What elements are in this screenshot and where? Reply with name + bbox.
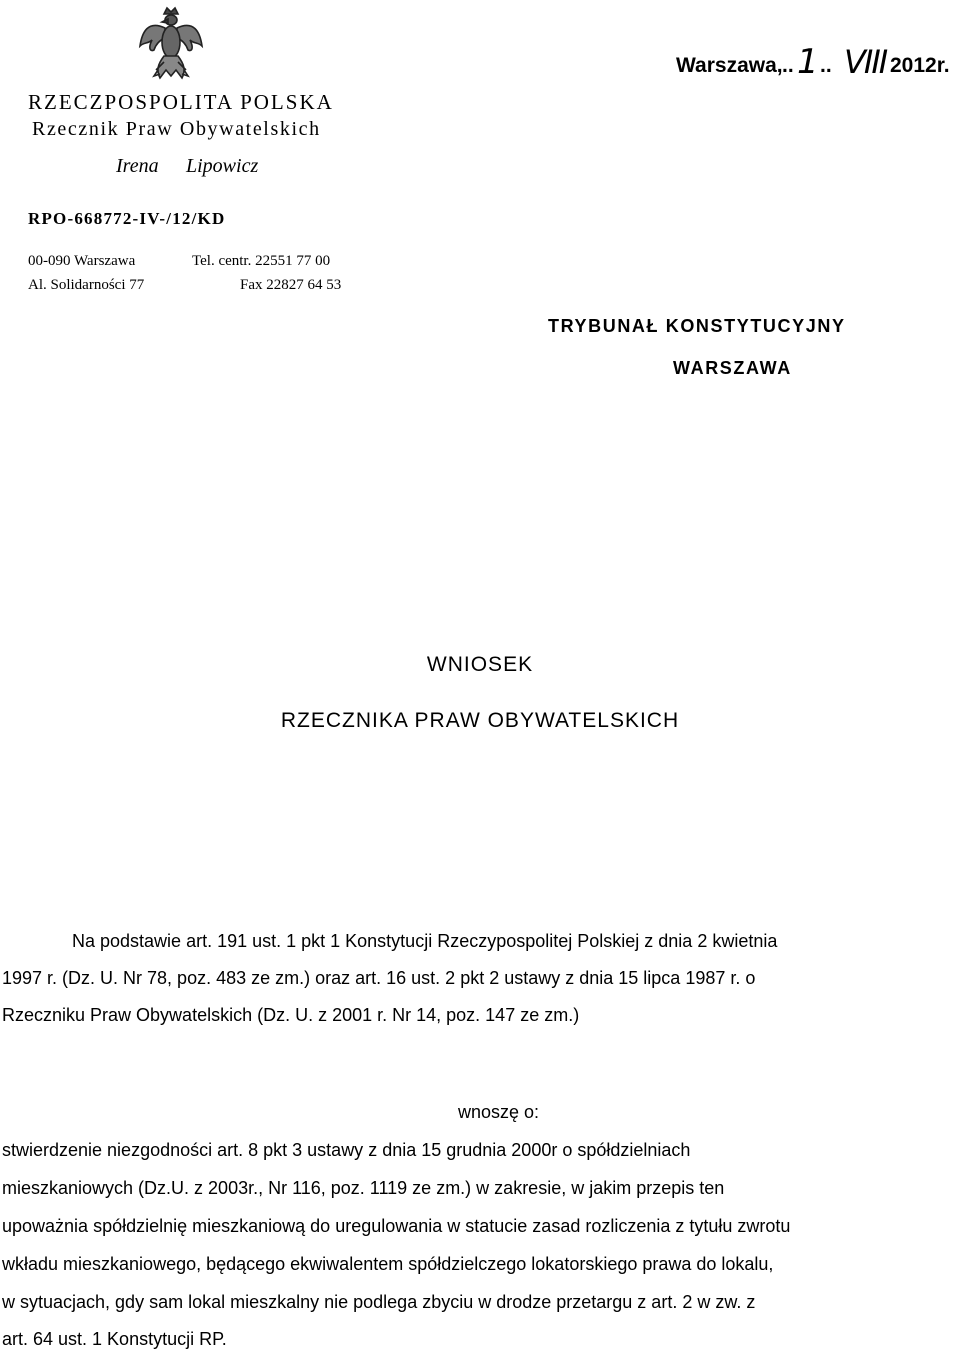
paragraph-line: Na podstawie art. 191 ust. 1 pkt 1 Konstytucji Rzeczypospolitej Polskiej z dnia 2 kwietnia [72,931,778,951]
date-place: Warszawa, [676,54,783,77]
paragraph-line: mieszkaniowych (Dz.U. z 2003r., Nr 116, poz. 1119 ze zm.) w zakresie, w jakim przepis ten [2,1178,725,1198]
paragraph-line: wkładu mieszkaniowego, będącego ekwiwalentem spółdzielczego lokatorskiego prawa do lokalu, [2,1254,774,1274]
ombudsman-first-name: Irena [116,155,159,177]
date-month-handwritten: VIII [844,43,887,81]
polish-eagle-emblem-icon [138,6,204,84]
paragraph-line: w sytuacjach, gdy sam lokal mieszkalny nie podlega zbyciu w drodze przetargu z art. 2 w zw. z [2,1292,756,1312]
motion-heading: wnoszę o: [458,1102,540,1122]
date-dots: .. [820,54,832,77]
republic-title: RZECZPOSPOLITA POLSKA [28,90,334,114]
ombudsman-last-name: Lipowicz [186,155,259,177]
office-title: Rzecznik Praw Obywatelskich [32,118,321,140]
document-title: WNIOSEK [426,653,534,676]
phone-number: Tel. centr. 22551 77 00 [192,253,331,269]
date-dots: .. [782,54,794,77]
date-year: 2012r. [890,54,950,77]
recipient-city: WARSZAWA [673,358,792,378]
paragraph-line: upoważnia spółdzielnię mieszkaniową do uregulowania w statucie zasad rozliczenia z tytułu zwrotu [2,1216,791,1236]
address-street: Al. Solidarności 77 [28,277,145,293]
paragraph-line: art. 64 ust. 1 Konstytucji RP. [2,1329,227,1349]
reference-number: RPO-668772-IV-/12/KD [28,209,226,228]
date-day-handwritten: 1 [797,42,819,82]
recipient-court: TRYBUNAŁ KONSTYTUCYJNY [548,316,846,336]
document-subtitle: RZECZNIKA PRAW OBYWATELSKICH [280,709,680,732]
paragraph-line: 1997 r. (Dz. U. Nr 78, poz. 483 ze zm.) oraz art. 16 ust. 2 pkt 2 ustawy z dnia 15 lipca 1987 r. o [2,968,756,988]
address-postal: 00-090 Warszawa [28,253,136,269]
paragraph-line: Rzeczniku Praw Obywatelskich (Dz. U. z 2001 r. Nr 14, poz. 147 ze zm.) [2,1005,580,1025]
paragraph-line: stwierdzenie niezgodności art. 8 pkt 3 ustawy z dnia 15 grudnia 2000r o spółdzielniach [2,1140,691,1160]
fax-number: Fax 22827 64 53 [240,277,342,293]
